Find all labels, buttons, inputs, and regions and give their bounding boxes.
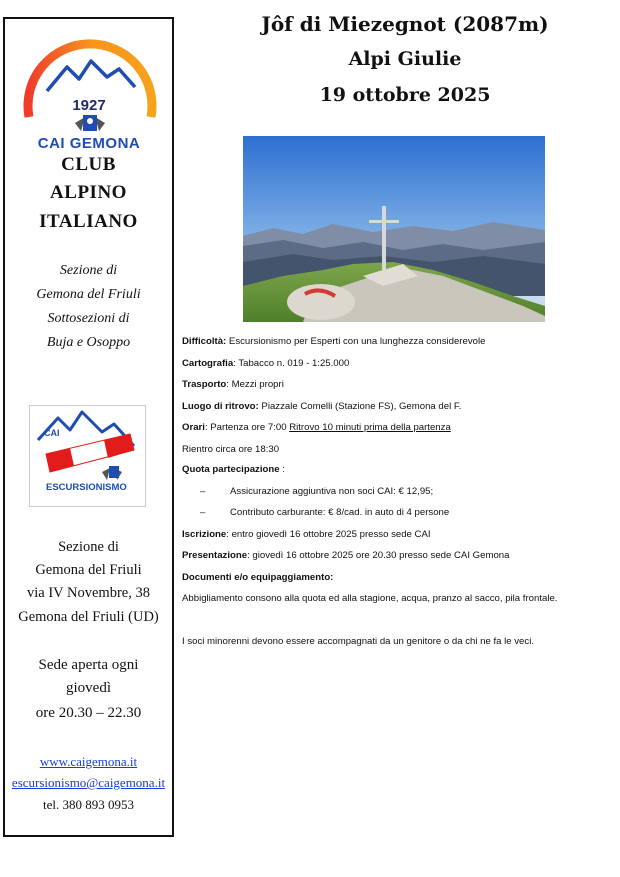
trasporto-value: : Mezzi propri — [226, 379, 284, 390]
address-line-2: Gemona del Friuli — [35, 562, 142, 578]
row-cartografia — [182, 358, 349, 369]
iscrizione-label: Iscrizione — [182, 529, 227, 540]
quota-item-1 — [182, 486, 433, 497]
row-presentazione — [182, 550, 509, 561]
hours-line-2: giovedì — [66, 680, 111, 696]
ritrovo-label: Luogo di ritrovo: — [182, 401, 259, 412]
row-documenti — [182, 572, 333, 583]
hours-line-1: Sede aperta ogni — [38, 657, 139, 673]
row-ritrovo — [182, 401, 461, 412]
cartografia-value: : Tabacco n. 019 - 1:25.000 — [233, 358, 350, 369]
section-line-2: Gemona del Friuli — [36, 287, 141, 302]
section-line-4: Buja e Osoppo — [46, 335, 131, 350]
summit-photo — [243, 136, 545, 322]
exc-logo-top: CAI — [44, 428, 60, 438]
club-line-1: CLUB — [61, 154, 116, 175]
club-line-2: ALPINO — [50, 182, 127, 203]
club-line-3: ITALIANO — [39, 211, 138, 232]
section-line-1: Sezione di — [59, 263, 118, 278]
page-date: 19 ottobre 2025 — [319, 84, 491, 106]
row-trasporto — [182, 379, 284, 390]
orari-value: : Partenza ore 7:00 — [204, 422, 290, 433]
ritrovo-value: Piazzale Comelli (Stazione FS), Gemona del F. — [258, 401, 462, 412]
address-line-1: Sezione di — [58, 539, 119, 555]
sidebar — [3, 17, 174, 837]
documenti-label: Documenti e/o equipaggiamento: — [182, 572, 334, 583]
trasporto-label: Trasporto — [182, 379, 227, 390]
quota-item-1-text: Assicurazione aggiuntiva non soci CAI: € 12,95; — [230, 486, 434, 497]
iscrizione-value: : entro giovedì 16 ottobre 2025 presso sede CAI — [226, 529, 431, 540]
logo-name: CAI GEMONA — [37, 135, 141, 152]
orari-note: Ritrovo 10 minuti prima della partenza — [289, 422, 451, 433]
presentazione-label: Presentazione — [182, 550, 248, 561]
cartografia-label: Cartografia — [182, 358, 234, 369]
cai-emblem-icon — [75, 115, 105, 131]
row-rientro: Rientro circa ore 18:30 — [182, 444, 280, 455]
phone-number: tel. 380 893 0953 — [43, 797, 134, 812]
orari-label: Orari — [182, 422, 205, 433]
page-title: Jôf di Miezegnot (2087m) — [261, 12, 549, 36]
presentazione-value: : giovedì 16 ottobre 2025 ore 20.30 presso sede CAI Gemona — [247, 550, 510, 561]
row-orari — [182, 422, 451, 433]
email-link[interactable]: escursionismo@caigemona.it — [11, 775, 166, 790]
row-difficolta — [182, 336, 485, 347]
section-line-3: Sottosezioni di — [47, 311, 130, 326]
row-iscrizione — [182, 529, 431, 540]
row-quota — [182, 464, 285, 475]
quota-label: Quota partecipazione — [182, 464, 280, 475]
address-line-3: via IV Novembre, 38 — [27, 585, 150, 601]
page-subtitle: Alpi Giulie — [348, 48, 462, 70]
emblem-icon — [102, 466, 122, 480]
minors-note: I soci minorenni devono essere accompagnati da un genitore o da chi ne fa le veci. — [182, 636, 534, 647]
quota-item-2-text: Contributo carburante: € 8/cad. in auto di 4 persone — [230, 507, 450, 518]
hours-line-3: ore 20.30 – 22.30 — [35, 705, 142, 721]
escursionismo-logo — [29, 405, 146, 507]
documenti-value: Abbigliamento consono alla quota ed alla stagione, acqua, pranzo al sacco, pila frontale. — [182, 593, 558, 604]
website-link[interactable]: www.caigemona.it — [39, 754, 138, 769]
dash-icon: – — [200, 507, 206, 518]
address-line-4: Gemona del Friuli (UD) — [18, 609, 159, 625]
quota-suffix: : — [279, 464, 285, 475]
difficolta-value: Escursionismo per Esperti con una lunghezza considerevole — [226, 336, 486, 347]
cai-gemona-logo — [15, 25, 163, 157]
logo-year: 1927 — [72, 97, 106, 114]
quota-item-2 — [182, 507, 449, 518]
dash-icon: – — [200, 486, 206, 497]
exc-logo-bottom: ESCURSIONISMO — [46, 482, 127, 493]
difficolta-label: Difficoltà: — [182, 336, 227, 347]
